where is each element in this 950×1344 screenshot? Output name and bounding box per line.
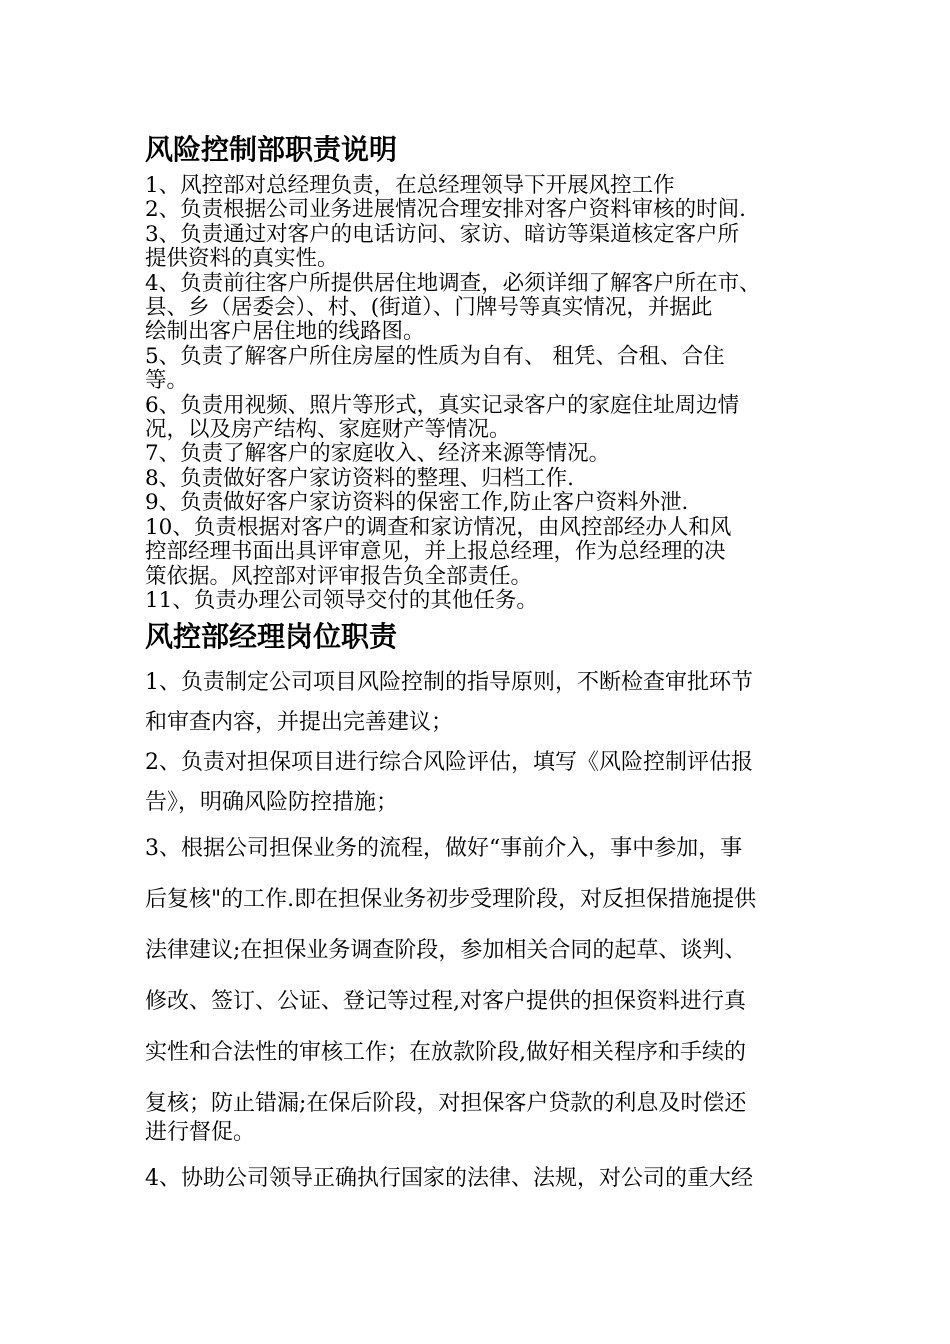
risk-control-duties-list	[145, 174, 825, 613]
duty-item-8: 8、负责做好客户家访资料的整理、归档工作.	[145, 465, 575, 491]
manager-duty-item-3: 3、根据公司担保业务的流程，做好“事前介入，事中参加，事 后复核"的工作.即在担保业务初步受理阶段，对反担保措施提供 法律建议;在担保业务调查阶段，参加相关合同的起草、谈判、 修改、签订、公证、登记等过程,对客户提供的担保资料进行真 实性和合法性的审核工作；在放款阶段,做好相关程序和手续的 复核；防止错漏;在保后阶段，对担保客户贷款的利息及时偿还	[145, 836, 757, 1117]
manager-duty-item-3-tail: 进行督促。	[145, 1120, 256, 1146]
section-title-manager-duties: 风控部经理岗位职责	[145, 620, 398, 654]
duty-item-3: 3、负责通过对客户的电话访问、家访、暗访等渠道核定客户所 提供资料的真实性。	[145, 221, 740, 272]
duty-item-7: 7、负责了解客户的家庭收入、经济来源等情况。	[145, 441, 611, 467]
section-title-risk-control-duties: 风险控制部职责说明	[145, 133, 398, 166]
manager-duties-list	[145, 663, 825, 1199]
duty-item-4: 4、负责前往客户所提供居住地调查，必须详细了解客户所在市、 县、乡（居委会）、村、(街道）、门牌号等真实情况，并据此 绘制出客户居住地的线路图。	[145, 270, 761, 345]
duty-item-6: 6、负责用视频、照片等形式，真实记录客户的家庭住址周边情 况，以及房产结构、家庭财产等情况。	[145, 392, 740, 443]
manager-duty-item-4: 4、协助公司领导正确执行国家的法律、法规，对公司的重大经	[145, 1166, 753, 1192]
duty-item-10: 10、负责根据对客户的调查和家访情况，由风控部经办人和风 控部经理书面出具评审意见，并上报总经理，作为总经理的决 策依据。风控部对评审报告负全部责任。	[145, 514, 732, 589]
document-content	[145, 132, 825, 1199]
manager-duty-item-1: 1、负责制定公司项目风险控制的指导原则，不断检查审批环节 和审查内容，并提出完善建议；	[145, 670, 753, 736]
duty-item-5: 5、负责了解客户所住房屋的性质为自有、 租凭、合租、合住 等。	[145, 343, 725, 394]
duty-item-11: 11、负责办理公司领导交付的其他任务。	[145, 587, 538, 613]
duty-item-1: 1、风控部对总经理负责，在总经理领导下开展风控工作	[145, 173, 675, 198]
duty-item-2: 2、负责根据公司业务进展情况合理安排对客户资料审核的时间.	[145, 197, 747, 223]
manager-duty-item-2: 2、负责对担保项目进行综合风险评估，填写《风险控制评估报 告》，明确风险防控措施；	[145, 750, 753, 816]
duty-item-9: 9、负责做好客户家访资料的保密工作,防止客户资料外泄.	[145, 490, 689, 516]
